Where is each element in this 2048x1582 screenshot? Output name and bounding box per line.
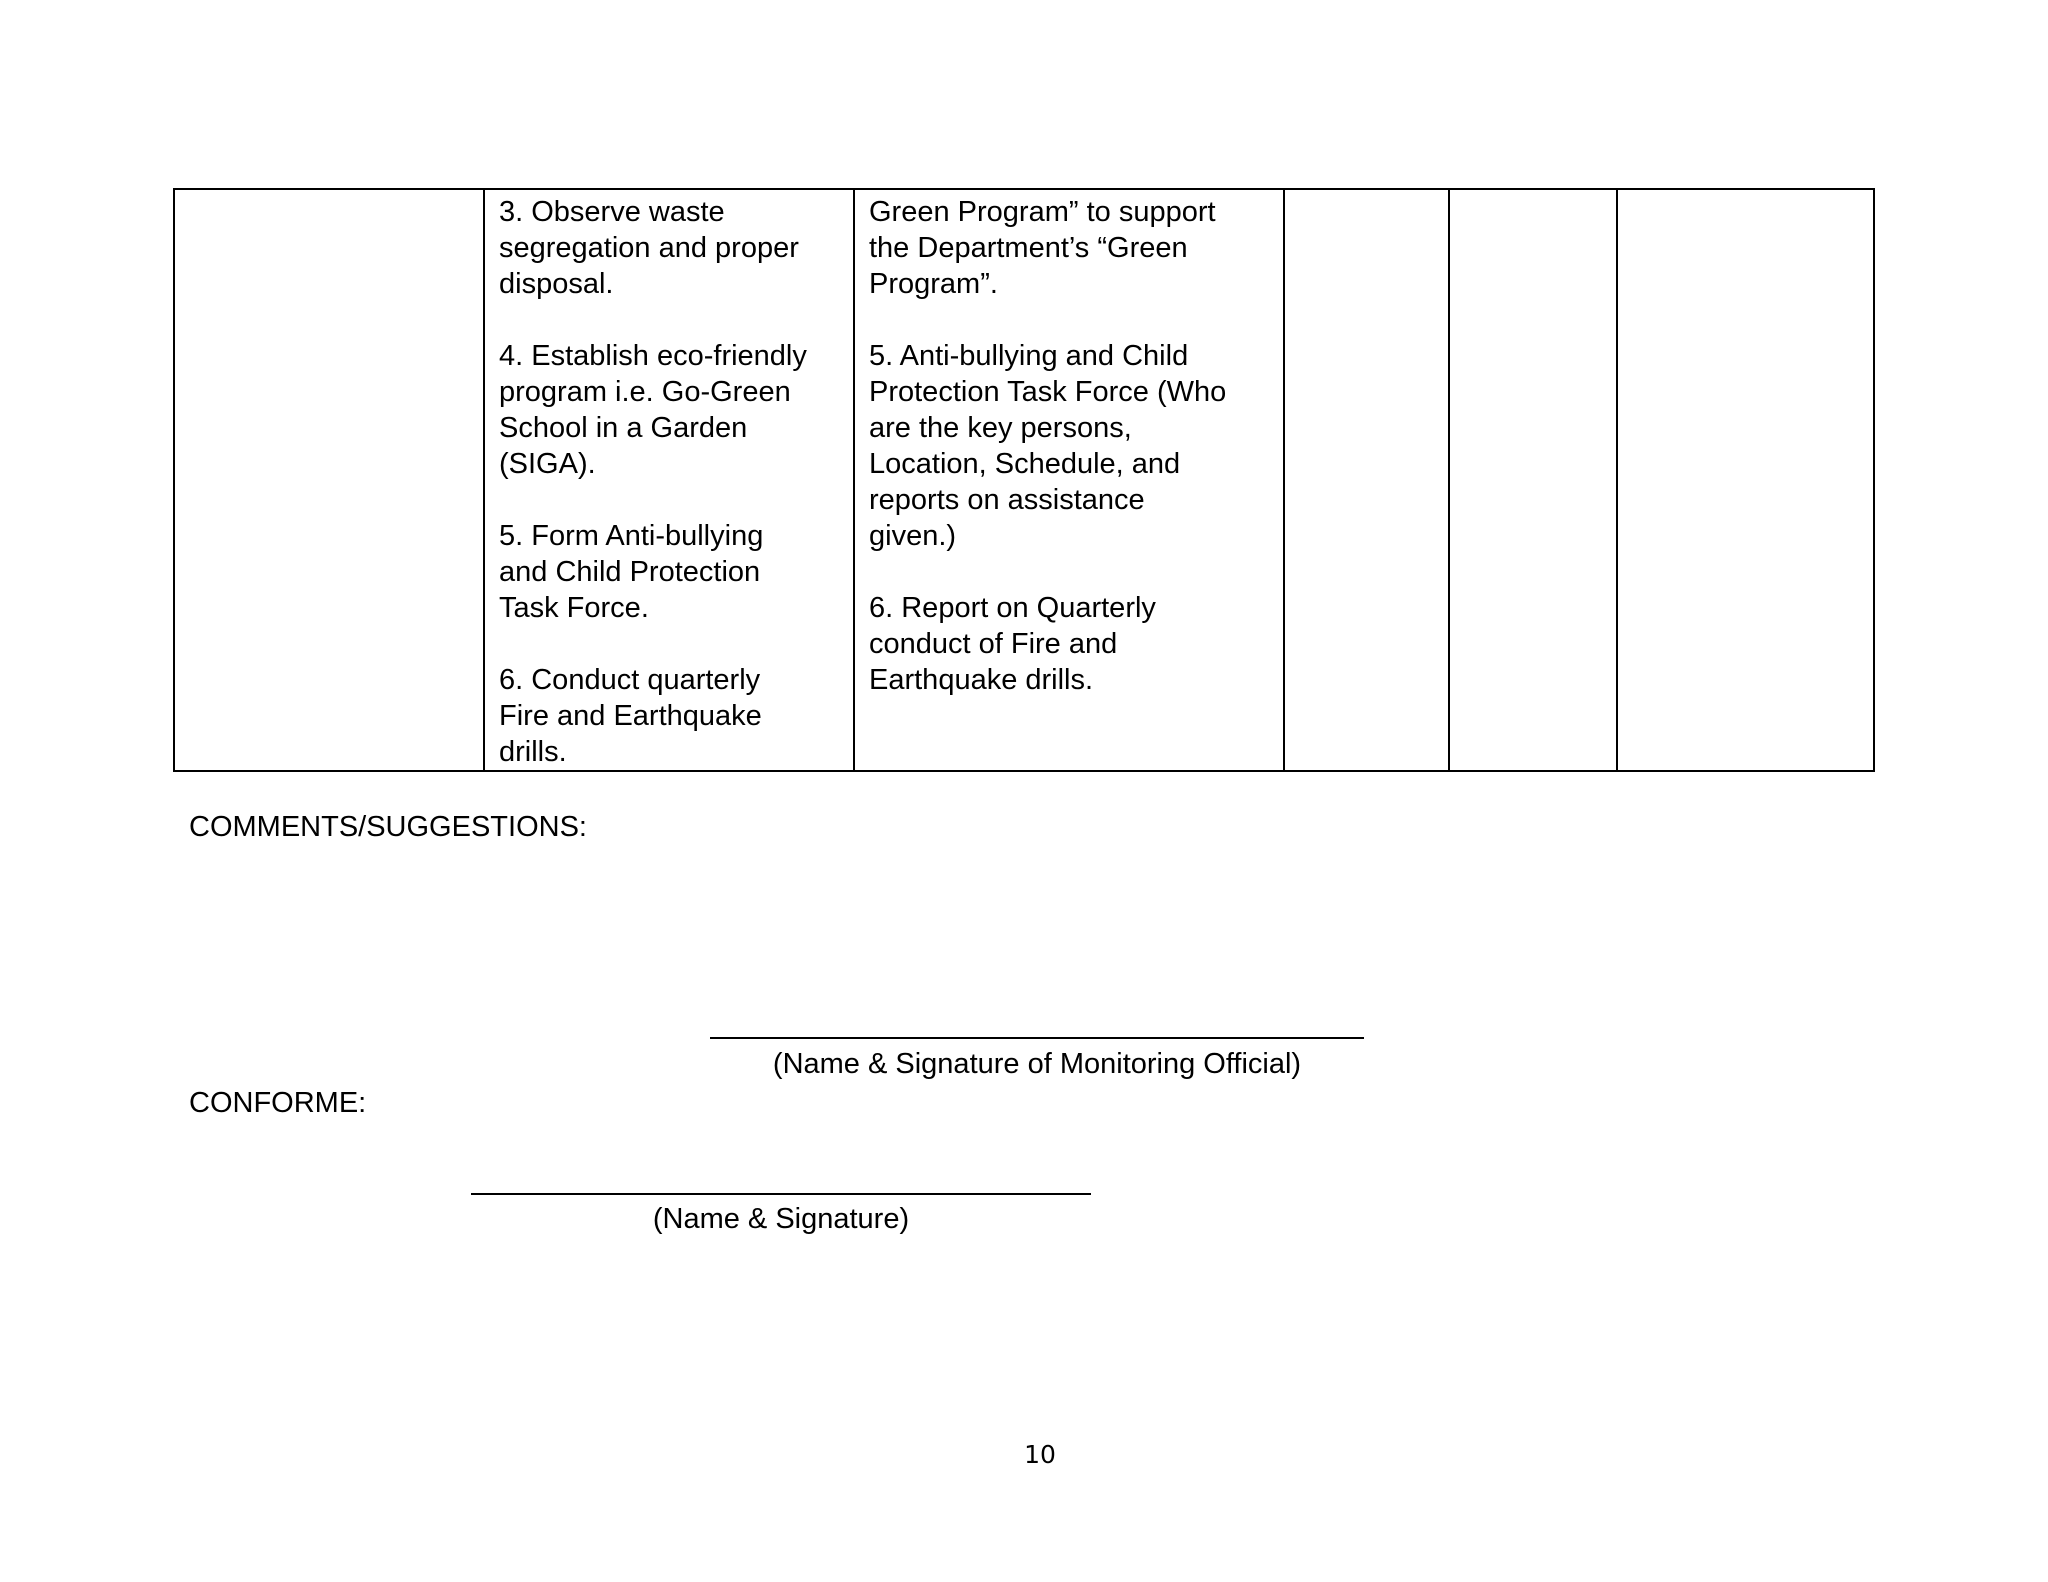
activity-item: 5. Form Anti-bullying and Child Protection Task Force. xyxy=(499,520,764,624)
monitoring-table xyxy=(173,188,1875,772)
evidence-item: Green Program” to support the Department’s “Green Program”. xyxy=(869,196,1216,300)
activity-item: 6. Conduct quarterly Fire and Earthquake drills. xyxy=(499,664,762,768)
table-cell-col4 xyxy=(1284,189,1449,771)
conforme-signature-line xyxy=(471,1193,1091,1195)
monitoring-signature-caption: (Name & Signature of Monitoring Official) xyxy=(772,1048,1302,1080)
conforme-label: CONFORME: xyxy=(189,1087,367,1119)
activity-item: 4. Establish eco-friendly program i.e. Go-Green School in a Garden (SIGA). xyxy=(499,340,807,480)
table-cell-col1 xyxy=(174,189,484,771)
table-cell-col6 xyxy=(1617,189,1874,771)
table-cell-col5 xyxy=(1449,189,1617,771)
page-number: 10 xyxy=(1024,1440,1056,1469)
conforme-signature-caption: (Name & Signature) xyxy=(652,1203,910,1235)
table-row xyxy=(174,189,1874,771)
activity-item: 3. Observe waste segregation and proper disposal. xyxy=(499,196,799,300)
comments-label: COMMENTS/SUGGESTIONS: xyxy=(189,811,587,843)
monitoring-signature-line xyxy=(710,1037,1364,1039)
table-cell-evidence xyxy=(854,189,1284,771)
evidence-item: 5. Anti-bullying and Child Protection Task Force (Who are the key persons, Location, Schedule, and reports on assistance given.) xyxy=(869,340,1227,552)
table-cell-activities xyxy=(484,189,854,771)
evidence-item: 6. Report on Quarterly conduct of Fire and Earthquake drills. xyxy=(869,592,1156,696)
